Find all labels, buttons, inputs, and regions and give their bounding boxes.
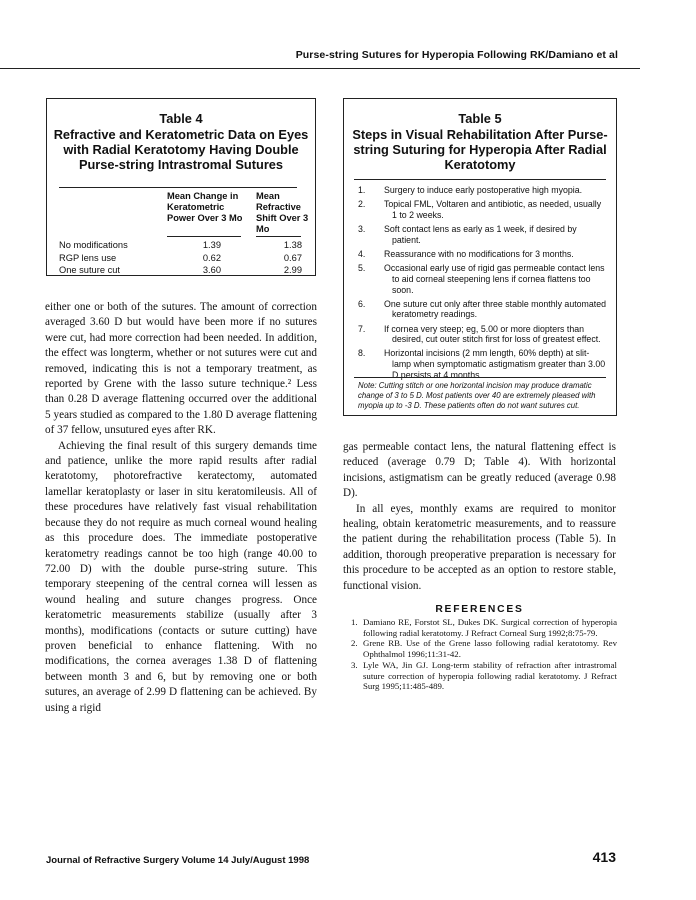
table-row bbox=[59, 239, 309, 251]
list-item bbox=[356, 199, 606, 221]
reference-number: 1. bbox=[351, 617, 358, 627]
journal-footer: Journal of Refractive Surgery Volume 14 July/August 1998 bbox=[46, 855, 310, 866]
reference-text: Grene RB. Use of the Grene lasso following radial keratotomy. Rev Ophthalmol 1996;11:31-42. bbox=[363, 638, 617, 660]
table-row bbox=[59, 264, 309, 276]
paragraph: gas permeable contact lens, the natural flattening effect is reduced (average 0.79 D; Table 4). With horizontal incisions, astigmatism can be greatly reduced (average 0.98 D). bbox=[343, 441, 616, 500]
table-5-steps bbox=[356, 185, 606, 384]
step-text: Occasional early use of rigid gas permeable contact lens to aid corneal steepening lens if cornea flattens too soon. bbox=[384, 262, 605, 295]
table-5-title: Table 5 bbox=[458, 111, 502, 126]
reference-text: Lyle WA, Jin GJ. Long-term stability of refraction after intrastromal suture correction of hyperopia following radial keratotomy. J Refract Surg 1995;11:485-489. bbox=[363, 659, 617, 692]
list-item bbox=[356, 249, 606, 260]
table-4-col-underline bbox=[256, 236, 301, 237]
step-text: Reassurance with no modifications for 3 months. bbox=[384, 248, 574, 259]
refractive-value: 1.38 bbox=[283, 240, 302, 250]
paragraph: either one or both of the sutures. The amount of correction averaged 3.60 D but would have been more if no sutures were cut, had more correction had been needed. In addition, the effect was longterm, whether or not sutures were cut and removed, indicating this is not a temporary treatment, as reported by Grene with the lasso suture technique.² Less than 0.28 D average flattening occurred over the additional 5 years studied as compared to the 1.80 D average flattening of 37 fellow, unsutured eyes after RK. bbox=[45, 301, 317, 437]
refractive-value: 0.67 bbox=[283, 253, 302, 263]
reference-text: Damiano RE, Forstot SL, Dukes DK. Surgical correction of hyperopia following radial keratotomy. J Refract Corneal Surg 1992;8:75-79. bbox=[363, 617, 617, 638]
running-head: Purse-string Sutures for Hyperopia Following RK/Damiano et al bbox=[295, 49, 618, 61]
list-item bbox=[356, 299, 606, 321]
table-5 bbox=[343, 98, 617, 416]
list-item bbox=[356, 224, 606, 246]
row-label: No modifications bbox=[59, 240, 128, 250]
step-text: One suture cut only after three stable monthly automated keratometry readings. bbox=[384, 298, 607, 320]
reference-number: 3. bbox=[351, 659, 358, 670]
reference-number: 2. bbox=[351, 638, 358, 649]
list-item bbox=[356, 263, 606, 295]
page-number: 413 bbox=[592, 849, 616, 865]
table-5-caption: Steps in Visual Rehabilitation After Purse-string Suturing for Hyperopia After Radial Keratotomy bbox=[352, 127, 608, 172]
table-4 bbox=[46, 98, 316, 276]
references-heading: REFERENCES bbox=[435, 604, 524, 615]
row-label: RGP lens use bbox=[59, 253, 117, 263]
paragraph: In all eyes, monthly exams are required to monitor healing, obtain keratometric measurements, and to reassure the patient during the rehabilitation process (Table 5). In addition, thorough preoperative preparation is necessary for this procedure to be accepted as an option to restore stable, functional vision. bbox=[343, 502, 616, 592]
references-list bbox=[351, 617, 617, 692]
step-number: 1. bbox=[358, 185, 366, 195]
list-item bbox=[356, 348, 606, 380]
table-5-note: Note: Cutting stitch or one horizontal incision may produce dramatic change of 3 to 5 D. Most patients over 40 are extremely pleased with myopia up to -3 D. These patients often do not want sutures cut. bbox=[358, 381, 596, 410]
list-item bbox=[356, 185, 606, 196]
table-4-title: Table 4 bbox=[159, 111, 203, 126]
step-text: Soft contact lens as early as 1 week, if desired by patient. bbox=[384, 223, 577, 245]
table-4-rule bbox=[59, 187, 297, 188]
step-text: Horizontal incisions (2 mm length, 60% depth) at slit-lamp when symptomatic astigmatism greater than 3.00 D persists at 4 months. bbox=[384, 348, 606, 381]
list-item bbox=[356, 324, 606, 346]
reference-item bbox=[351, 638, 617, 659]
keratometric-value: 1.39 bbox=[202, 240, 221, 250]
step-number: 4. bbox=[358, 248, 366, 259]
step-text: Surgery to induce early postoperative high myopia. bbox=[384, 185, 583, 195]
refractive-value: 2.99 bbox=[283, 265, 302, 275]
step-number: 7. bbox=[358, 323, 366, 334]
table-4-col-header-refractive: Mean Refractive Shift Over 3 Mo bbox=[256, 191, 309, 234]
step-number: 6. bbox=[358, 298, 366, 309]
table-4-caption: Refractive and Keratometric Data on Eyes with Radial Keratotomy Having Double Purse-string Intrastromal Sutures bbox=[53, 127, 309, 172]
step-number: 8. bbox=[358, 348, 366, 359]
table-4-col-header-keratometric: Mean Change in Keratometric Power Over 3 Mo bbox=[167, 191, 243, 223]
table-4-col-underline bbox=[167, 236, 241, 237]
keratometric-value: 0.62 bbox=[202, 253, 221, 263]
step-text: If cornea very steep; eg, 5.00 or more diopters than desired, cut outer stitch first for loss of greatest effect. bbox=[384, 323, 601, 345]
step-number: 2. bbox=[358, 199, 366, 210]
header-rule bbox=[0, 68, 640, 69]
table-row bbox=[59, 252, 309, 264]
table-5-note-rule bbox=[354, 377, 606, 378]
keratometric-value: 3.60 bbox=[202, 265, 221, 275]
paragraph: Achieving the final result of this surgery demands time and patience, unlike the more rapid results after radial keratotomy, photorefractive keratectomy, automated lamellar keratoplasty or laser in situ keratomileusis. All of these procedures have relatively fast visual rehabilitation because they do not require as much corneal wound healing as this procedure does. The immediate postoperative keratometry readings cannot be too high (range 40.00 to 72.00 D) with the double purse-string suture. This temporary steepening of the central cornea will lessen as wound healing and suture changes progress. Once keratometric measurements stabilize (usually after 3 months), modifications (contacts or suture cutting) have proven beneficial to enhance flattening. With no modifications, the cornea averages 1.38 D of flattening between month 3 and 6, but by removing one or both sutures, an average of 2.99 D flattening can be achieved. By using a rigid bbox=[45, 439, 317, 714]
reference-item bbox=[351, 617, 617, 638]
step-text: Topical FML, Voltaren and antibiotic, as needed, usually 1 to 2 weeks. bbox=[384, 199, 602, 220]
right-column bbox=[343, 440, 616, 594]
row-label: One suture cut bbox=[59, 265, 120, 275]
step-number: 5. bbox=[358, 262, 366, 273]
reference-item bbox=[351, 660, 617, 692]
table-5-rule bbox=[354, 179, 606, 180]
step-number: 3. bbox=[358, 223, 366, 234]
left-column bbox=[45, 300, 317, 716]
